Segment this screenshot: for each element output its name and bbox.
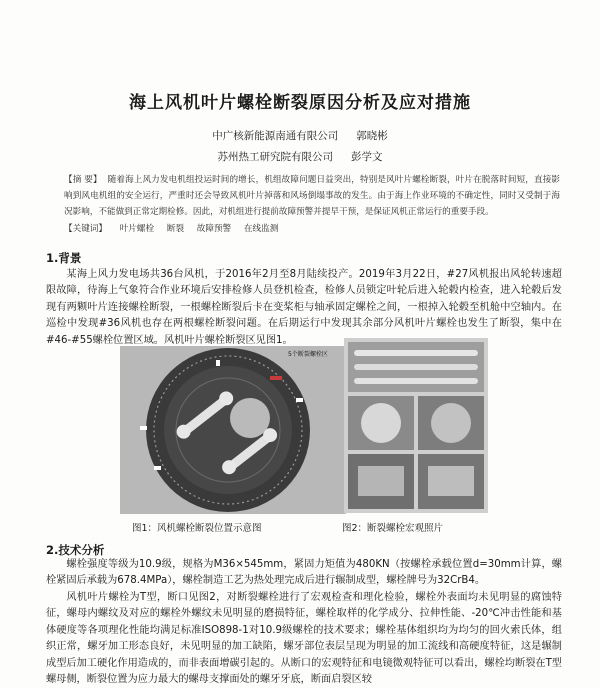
figure-1-caption: 图1：风机螺栓断裂位置示意图 xyxy=(132,523,262,534)
author-name: 郭晓彬 xyxy=(356,130,388,142)
paper-title: 海上风机叶片螺栓断裂原因分析及应对措施 xyxy=(129,93,471,113)
section-1-heading: 1.背景 xyxy=(46,251,82,265)
broken-bolt-photos xyxy=(344,338,488,513)
keywords-tag: 【关键词】 xyxy=(64,224,107,234)
section-2-heading: 2.技术分析 xyxy=(46,543,105,557)
keywords xyxy=(64,222,288,234)
abstract-text: 随着海上风力发电机组投运时间的增长，机组故障问题日益突出，特别是风叶片螺栓断裂，叶片在脱落时间短，直接影响到风电机组的安全运行，严重时还会导致风机叶片掉落和风场倒塌事故的发生。由于海上作业环境的不确定性，同时又受制于海况影响，不能做到正常定期检修。因此，对机组进行提前故障预警并提早干预，是保证风机正常运行的重要手段。 xyxy=(64,175,560,217)
author-line-2 xyxy=(0,149,600,164)
keyword: 在线监测 xyxy=(243,224,279,234)
keyword: 断裂 xyxy=(166,224,185,234)
section-2-paragraph-1: 螺栓强度等级为10.9级，规格为M36×545mm，紧固力矩值为480KN（按螺栓承载位置d=30mm计算，螺栓紧固后承载为678.4MPa），螺栓制造工艺为热处理完成后进行辗制成型，螺栓牌号为32CrB4。 xyxy=(46,559,562,587)
hub-flange-diagram xyxy=(120,346,346,514)
section-1-paragraph: 某海上风力发电场共36台风机，于2016年2月至8月陆续投产。2019年3月22日，#27风机报出风轮转速超限故障，待海上气象符合作业环境后安排检修人员登机检查，检修人员锁定叶轮后进入轮毂内检查，进入轮毂后发现有两颗叶片连接螺栓断裂，一根螺栓断裂后卡在变桨柜与轴承固定螺栓之间，一根掉入轮毂至机舱中空轴内。在巡检中发现#36风机也存在两根螺栓断裂问题。在后期运行中发现其余部分风机叶片螺栓也发生了断裂，集中在#46-#55螺栓位置区域。风机叶片螺栓断裂区见图1。 xyxy=(46,269,562,346)
fig1-callout-label: 5个断裂螺栓区 xyxy=(288,351,328,358)
keyword: 叶片螺栓 xyxy=(119,224,155,234)
section-2-paragraph-2: 风机叶片螺栓为T型，断口见图2，对断裂螺栓进行了宏观检查和理化检验，螺栓外表面均未见明显的腐蚀特征，螺母内螺纹及对应的螺栓外螺纹未见明显的磨损特征，螺栓取样的化学成分、拉伸性能、-20℃冲击性能和基体硬度等各项理化性能均满足标准ISO898-1对10.9级螺栓的技术要求；螺栓基体组织均为均匀的回火索氏体，组织正常，螺牙加工形态良好，未见明显的加工缺陷，螺牙部位表层呈现为明显的加工流线和高硬度特征，这是辗制成型后加工硬化作用造成的，而非表面增碳引起的。从断口的宏观特征和电镜微观特征可以看出，螺栓均断裂在T型螺母侧，断裂位置为应力最大的螺母支撑面处的螺牙牙底，断面启裂区较 xyxy=(46,592,562,686)
author-name: 彭学文 xyxy=(351,151,383,163)
figure-2-caption: 图2：断裂螺栓宏观照片 xyxy=(342,523,444,534)
abstract-tag: 【摘 要】 xyxy=(64,175,102,185)
keyword: 故障预警 xyxy=(196,224,232,234)
abstract xyxy=(64,172,560,220)
figure-1-image xyxy=(120,346,346,514)
author-line-1 xyxy=(0,128,600,143)
author-org: 苏州热工研究院有限公司 xyxy=(217,151,333,163)
figure-2-image xyxy=(344,338,488,513)
author-org: 中广核新能源南通有限公司 xyxy=(212,130,339,142)
